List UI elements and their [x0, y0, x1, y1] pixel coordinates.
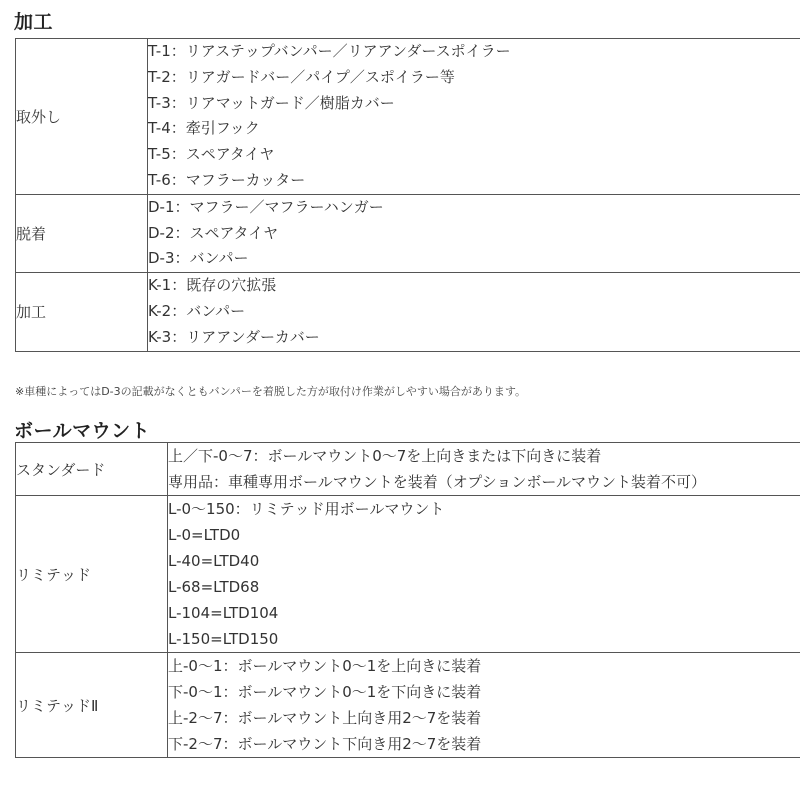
list-item: L-0～150：リミテッド用ボールマウント [168, 500, 445, 518]
table-row [16, 443, 800, 496]
list-item: L-0=LTD0 [168, 526, 241, 544]
row-items [148, 194, 800, 272]
list-item: D-1：マフラー／マフラーハンガー [148, 197, 384, 216]
list-item: L-40=LTD40 [168, 552, 260, 570]
list-item: 上／下-0～7：ボールマウント0～7を上向きまたは下向きに装着 [168, 447, 602, 465]
ball-mount-table [15, 442, 800, 758]
list-item: D-3：バンパー [148, 249, 249, 268]
row-label: 取外し [16, 39, 148, 195]
section-title-ball-mount: ボールマウント [14, 420, 151, 442]
row-items [168, 443, 800, 496]
list-item: T-2：リアガードバー／パイプ／スポイラー等 [148, 67, 455, 86]
row-label: リミテッドⅡ [16, 653, 168, 758]
row-label: リミテッド [16, 496, 168, 653]
list-item: L-150=LTD150 [168, 630, 279, 648]
list-item: D-2：スペアタイヤ [148, 223, 279, 242]
list-item: T-1：リアステップバンパー／リアアンダースポイラー [148, 42, 511, 60]
list-item: 専用品：車種専用ボールマウントを装着（オプションボールマウント装着不可） [168, 473, 707, 491]
list-item: K-3：リアアンダーカバー [148, 327, 320, 346]
table-row [16, 39, 800, 195]
row-label: 脱着 [16, 194, 148, 272]
row-items [148, 39, 800, 195]
list-item: 下-2～7：ボールマウント下向き用2～7を装着 [168, 735, 482, 753]
list-item: K-1：既存の穴拡張 [148, 276, 277, 295]
section-title-processing: 加工 [14, 11, 54, 33]
list-item: 上-2～7：ボールマウント上向き用2～7を装着 [168, 709, 482, 727]
table-row [16, 653, 800, 758]
row-items [168, 496, 800, 653]
row-label: スタンダード [16, 443, 168, 496]
table-row [16, 194, 800, 272]
list-item: L-68=LTD68 [168, 578, 260, 596]
processing-table [15, 38, 800, 352]
table-row [16, 273, 800, 351]
list-item: T-5：スペアタイヤ [148, 145, 275, 164]
list-item: T-3：リアマットガード／樹脂カバー [148, 93, 395, 112]
list-item: K-2：バンパー [148, 301, 246, 320]
list-item: 下-0～1：ボールマウント0～1を下向きに装着 [168, 683, 482, 701]
row-items [148, 273, 800, 351]
row-items [168, 653, 800, 758]
table-row [16, 496, 800, 653]
list-item: 上-0～1：ボールマウント0～1を上向きに装着 [168, 657, 482, 675]
list-item: L-104=LTD104 [168, 604, 279, 622]
footnote: ※車種によってはD-3の記載がなくともバンパーを着脱した方が取付け作業がしやすい場合があります。 [15, 385, 527, 398]
list-item: T-4：牽引フック [148, 119, 260, 138]
row-label: 加工 [16, 273, 148, 351]
list-item: T-6：マフラーカッター [148, 170, 306, 189]
